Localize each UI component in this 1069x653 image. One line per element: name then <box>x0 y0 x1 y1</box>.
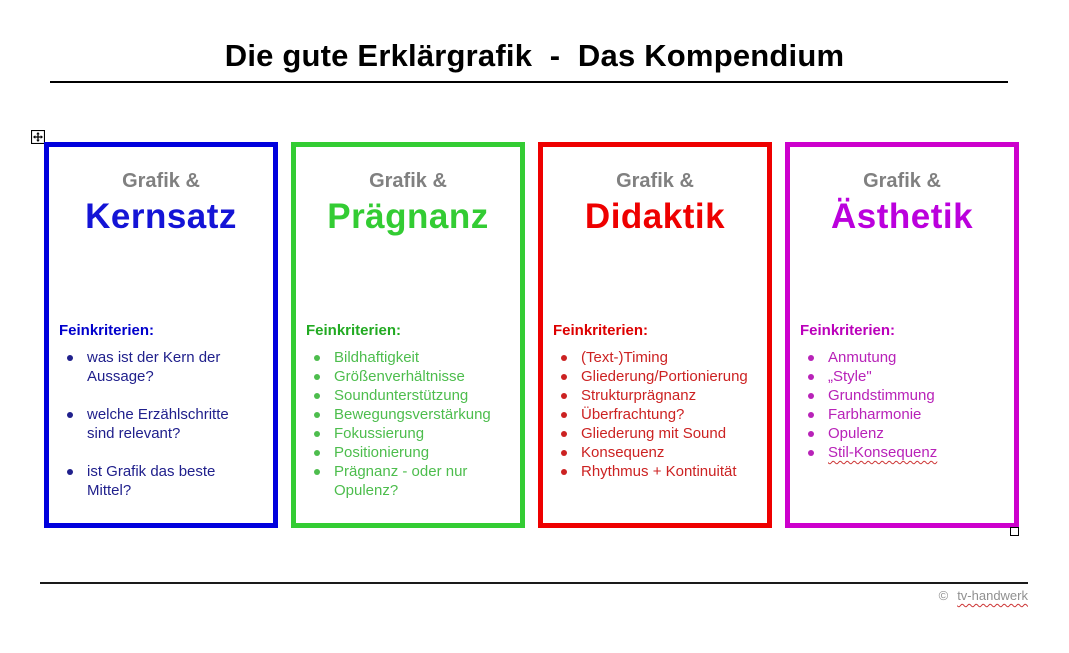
list-item <box>804 443 998 462</box>
footer-credit <box>939 588 1028 603</box>
list-item-text: Größenverhältnisse <box>334 368 465 385</box>
list-item <box>63 348 245 386</box>
list-item <box>63 462 245 500</box>
list-item-text: ist Grafik das beste Mittel? <box>87 463 216 499</box>
footer-divider <box>40 582 1028 584</box>
feinkriterien-label: Feinkriterien: <box>800 322 896 339</box>
list-item-text: (Text-)Timing <box>581 349 668 366</box>
list-item-text: Gliederung/Portionierung <box>581 368 748 385</box>
move-handle-icon[interactable] <box>31 130 45 144</box>
list-item-text: welche Erzählschritte sind relevant? <box>87 406 229 442</box>
list-item <box>804 424 998 443</box>
list-item-text: Strukturprägnanz <box>581 387 697 404</box>
resize-handle-icon[interactable] <box>1010 527 1019 536</box>
list-item <box>310 348 506 367</box>
list-item <box>63 405 245 443</box>
card-kicker: Grafik & <box>369 170 447 192</box>
list-item <box>557 367 773 386</box>
list-item-text: Konsequenz <box>581 444 665 461</box>
list-item <box>557 424 773 443</box>
list-item-text: Grundstimmung <box>828 387 935 404</box>
list-item <box>310 462 506 500</box>
list-item-text: Opulenz <box>828 425 884 442</box>
list-item <box>557 405 773 424</box>
title-divider <box>50 81 1008 83</box>
list-item-text: Positionierung <box>334 444 430 461</box>
card-title: Ästhetik <box>830 197 974 236</box>
list-item <box>804 367 998 386</box>
feinkriterien-label: Feinkriterien: <box>553 322 649 339</box>
card-kicker: Grafik & <box>616 170 694 192</box>
criteria-list <box>49 348 273 500</box>
criteria-list <box>543 348 767 481</box>
list-item-text: was ist der Kern der Aussage? <box>87 349 221 385</box>
card-row <box>44 142 1019 528</box>
list-item-text: „Style" <box>828 368 872 385</box>
card-kicker: Grafik & <box>122 170 200 192</box>
card-title: Didaktik <box>584 197 726 236</box>
list-item-text: Prägnanz - oder nur Opulenz? <box>334 463 468 499</box>
list-item <box>804 348 998 367</box>
credit-text: tv-handwerk <box>957 588 1028 603</box>
list-item <box>557 443 773 462</box>
list-item <box>557 386 773 405</box>
list-item <box>557 348 773 367</box>
list-item-text: Rhythmus + Kontinuität <box>581 463 737 480</box>
criteria-list <box>790 348 1014 462</box>
list-item-text: Soundunterstützung <box>334 387 469 404</box>
card-aesthetik[interactable] <box>785 142 1019 528</box>
card-kicker: Grafik & <box>863 170 941 192</box>
list-item <box>804 405 998 424</box>
list-item-text: Anmutung <box>828 349 897 366</box>
page-title: Die gute Erklärgrafik - Das Kompendium <box>224 38 845 73</box>
feinkriterien-label: Feinkriterien: <box>306 322 402 339</box>
list-item-text: Stil-Konsequenz <box>828 444 938 461</box>
list-item <box>310 424 506 443</box>
list-item-text: Bewegungsverstärkung <box>334 406 491 423</box>
card-title: Prägnanz <box>327 197 489 236</box>
list-item-text: Farbharmonie <box>828 406 922 423</box>
list-item-text: Bildhaftigkeit <box>334 349 420 366</box>
card-didaktik[interactable] <box>538 142 772 528</box>
copyright-symbol: © <box>938 588 949 603</box>
card-praegnanz[interactable] <box>291 142 525 528</box>
list-item <box>310 367 506 386</box>
list-item-text: Fokussierung <box>334 425 425 442</box>
card-title: Kernsatz <box>85 197 237 236</box>
feinkriterien-label: Feinkriterien: <box>59 322 155 339</box>
list-item <box>310 386 506 405</box>
list-item <box>804 386 998 405</box>
list-item <box>557 462 773 481</box>
criteria-list <box>296 348 520 500</box>
list-item <box>310 405 506 424</box>
card-kernsatz[interactable] <box>44 142 278 528</box>
list-item <box>310 443 506 462</box>
list-item-text: Gliederung mit Sound <box>581 425 727 442</box>
list-item-text: Überfrachtung? <box>581 406 685 423</box>
